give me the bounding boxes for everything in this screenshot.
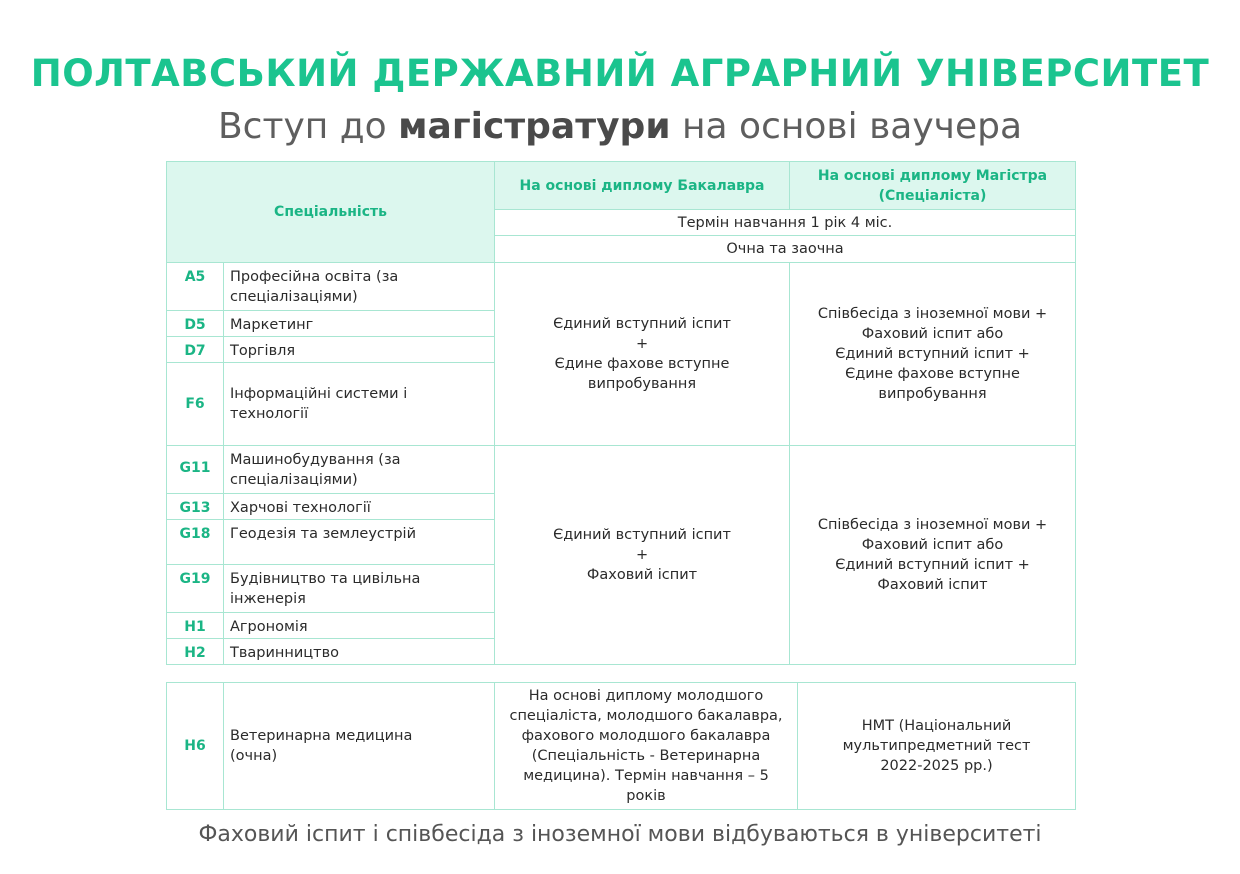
page-title: ПОЛТАВСЬКИЙ ДЕРЖАВНИЙ АГРАРНИЙ УНІВЕРСИТЕТ: [30, 52, 1210, 95]
specialty-code: G13: [167, 494, 224, 520]
req-line: Фаховий іспит: [877, 577, 988, 593]
specialty-name: Агрономія: [224, 613, 495, 639]
specialty-code: H1: [167, 613, 224, 639]
req-line: +: [635, 547, 649, 563]
study-term: Термін навчання 1 рік 4 міс.: [495, 210, 1076, 236]
req-line: Фаховий іспит: [586, 567, 698, 583]
specialty-name: Харчові технології: [224, 494, 495, 520]
specialty-name: Інформаційні системи і технології: [224, 363, 495, 446]
req-line: Єдине фахове вступне випробування: [554, 356, 730, 392]
req-line: Єдиний вступний іспит +: [835, 346, 1030, 362]
vet-exam: НМТ (Національний мультипредметний тест 2022-2025 рр.): [798, 683, 1076, 810]
specialty-code: A5: [167, 263, 224, 311]
specialty-name: Будівництво та цивільна інженерія: [224, 565, 495, 613]
specialty-name: Машинобудування (за спеціалізаціями): [224, 446, 495, 494]
header-bachelor: На основі диплому Бакалавра: [495, 162, 790, 210]
req-line: Єдиний вступний іспит +: [835, 557, 1030, 573]
subtitle-bold: магістратури: [398, 106, 671, 147]
req-line: Фаховий іспит або: [861, 537, 1004, 553]
specialty-name: Геодезія та землеустрій: [224, 520, 495, 565]
specialty-name: Маркетинг: [224, 311, 495, 337]
subtitle-prefix: Вступ до: [217, 106, 399, 147]
req-line: Єдиний вступний іспит: [553, 316, 731, 332]
header-specialty: Спеціальність: [167, 162, 495, 263]
req-line: Співбесіда з іноземної мови +: [817, 517, 1048, 533]
study-form: Очна та заочна: [495, 236, 1076, 263]
req-line: Єдиний вступний іспит: [553, 527, 731, 543]
req-line: Фаховий іспит або: [861, 326, 1004, 342]
specialty-code: H2: [167, 639, 224, 665]
specialty-code: F6: [167, 363, 224, 446]
vet-basis: На основі диплому молодшого спеціаліста, молодшого бакалавра, фахового молодшого бакалавра (Спеціальність - Ветеринарна медицина). Термін навчання – 5 років: [495, 683, 798, 810]
specialty-name: Торгівля: [224, 337, 495, 363]
req-line: +: [635, 336, 649, 352]
req-line: Співбесіда з іноземної мови +: [817, 306, 1048, 322]
req-line: Єдине фахове вступне випробування: [845, 366, 1020, 402]
specialty-code: G18: [167, 520, 224, 565]
specialty-code: D5: [167, 311, 224, 337]
bachelor-requirements-group1: [495, 263, 790, 446]
specialty-code: G19: [167, 565, 224, 613]
master-requirements-group1: [790, 263, 1076, 446]
specialty-name: Тваринництво: [224, 639, 495, 665]
specialty-code: D7: [167, 337, 224, 363]
specialty-name: Професійна освіта (за спеціалізаціями): [224, 263, 495, 311]
admission-table: [166, 161, 1076, 665]
header-master: На основі диплому Магістра (Спеціаліста): [790, 162, 1076, 210]
vet-name: Ветеринарна медицина (очна): [224, 683, 495, 810]
subtitle-suffix: на основі ваучера: [670, 106, 1023, 147]
footer-note: Фаховий іспит і співбесіда з іноземної мови відбуваються в університеті: [198, 822, 1042, 847]
specialty-code: G11: [167, 446, 224, 494]
page-subtitle: [0, 106, 1240, 147]
master-requirements-group2: [790, 446, 1076, 665]
vet-table: [166, 682, 1076, 810]
bachelor-requirements-group2: [495, 446, 790, 665]
vet-code: H6: [167, 683, 224, 810]
